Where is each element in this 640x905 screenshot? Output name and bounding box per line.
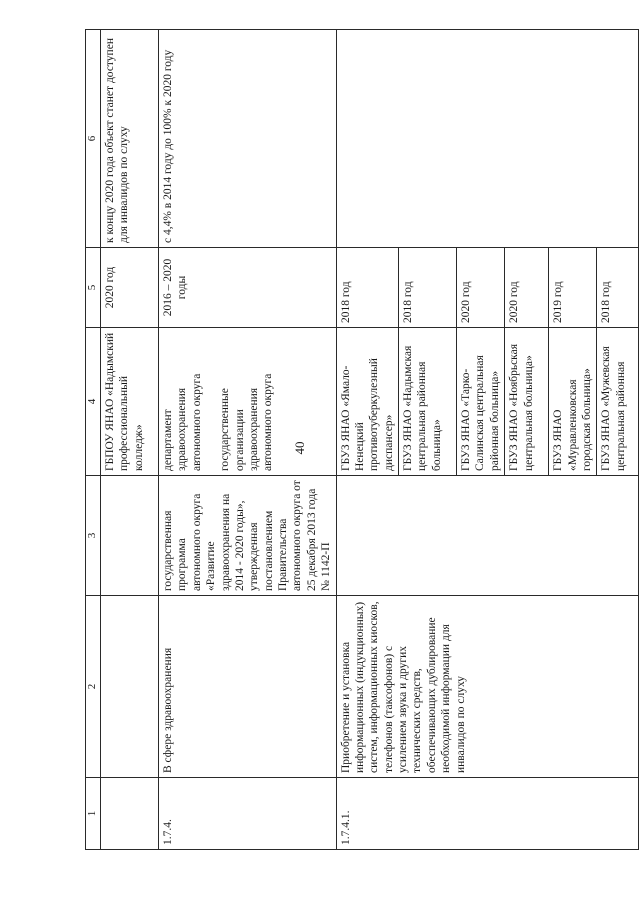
executor-organizations: государственные организации здравоохранения автономного округа [219, 373, 275, 471]
cell-program [101, 476, 159, 596]
cell-term: 2018 год [597, 248, 639, 328]
cell-number [101, 778, 159, 850]
column-number: 5 [86, 248, 101, 328]
column-number: 2 [86, 596, 101, 778]
cell-term: 2018 год [336, 248, 399, 328]
rotated-table-container [85, 30, 627, 850]
column-number: 6 [86, 30, 101, 248]
cell-result: с 4,4% в 2014 году до 100% к 2020 году [159, 30, 337, 248]
cell-executor: ГБУЗ ЯНАО «Тарко-Салинская центральная районная больница» [457, 328, 505, 476]
cell-program [336, 476, 639, 596]
cell-name [101, 596, 159, 778]
cell-term: 2018 год [399, 248, 457, 328]
cell-number: 1.7.4. [159, 778, 337, 850]
cell-executor: ГБПОУ ЯНАО «Надымский профессиональный колледж» [101, 328, 159, 476]
cell-term: 2020 год [101, 248, 159, 328]
column-number-row [86, 30, 101, 850]
cell-executor: ГБУЗ ЯНАО «Мужевская центральная районная [597, 328, 639, 476]
cell-term: 2020 год [457, 248, 505, 328]
column-number: 1 [86, 778, 101, 850]
cell-term: 2019 год [549, 248, 597, 328]
cell-result [336, 30, 639, 248]
table-row [101, 30, 159, 850]
page-number: 40 [292, 441, 307, 455]
cell-name: В сфере здравоохранения [159, 596, 337, 778]
cell-program: государственная программа автономного округа «Развитие здравоохранения на 2014 - 2020 годы», утвержденная постановлением Правительства автономного округа от 25 декабря 2013 года № 1142-П [159, 476, 337, 596]
cell-executor [159, 328, 337, 476]
column-number: 3 [86, 476, 101, 596]
cell-executor: ГБУЗ ЯНАО «Ноябрьская центральная больница» [505, 328, 549, 476]
cell-number: 1.7.4.1. [336, 778, 639, 850]
cell-result: к концу 2020 года объект станет доступен для инвалидов по слуху [101, 30, 159, 248]
table-row [336, 30, 399, 850]
executor-department: департамент здравоохранения автономного округа [162, 373, 203, 471]
cell-executor: ГБУЗ ЯНАО «Муравленковская городская больница» [549, 328, 597, 476]
cell-executor: ГБУЗ ЯНАО «Надымская центральная районная больница» [399, 328, 457, 476]
cell-term: 2016 – 2020 годы [159, 248, 337, 328]
column-number: 4 [86, 328, 101, 476]
cell-executor: ГБУЗ ЯНАО «Ямало-Ненецкий противотуберкулезный диспансер» [336, 328, 399, 476]
cell-name: Приобретение и установка информационных (индукционных) систем, информационных киосков, телефонов (таксофонов) с усилением звука и других технических средств, обеспечивающих дублирование необходимой информации для инвалидов по слуху [336, 596, 639, 778]
table-row [159, 30, 337, 850]
measures-table [85, 29, 639, 850]
cell-term: 2020 год [505, 248, 549, 328]
